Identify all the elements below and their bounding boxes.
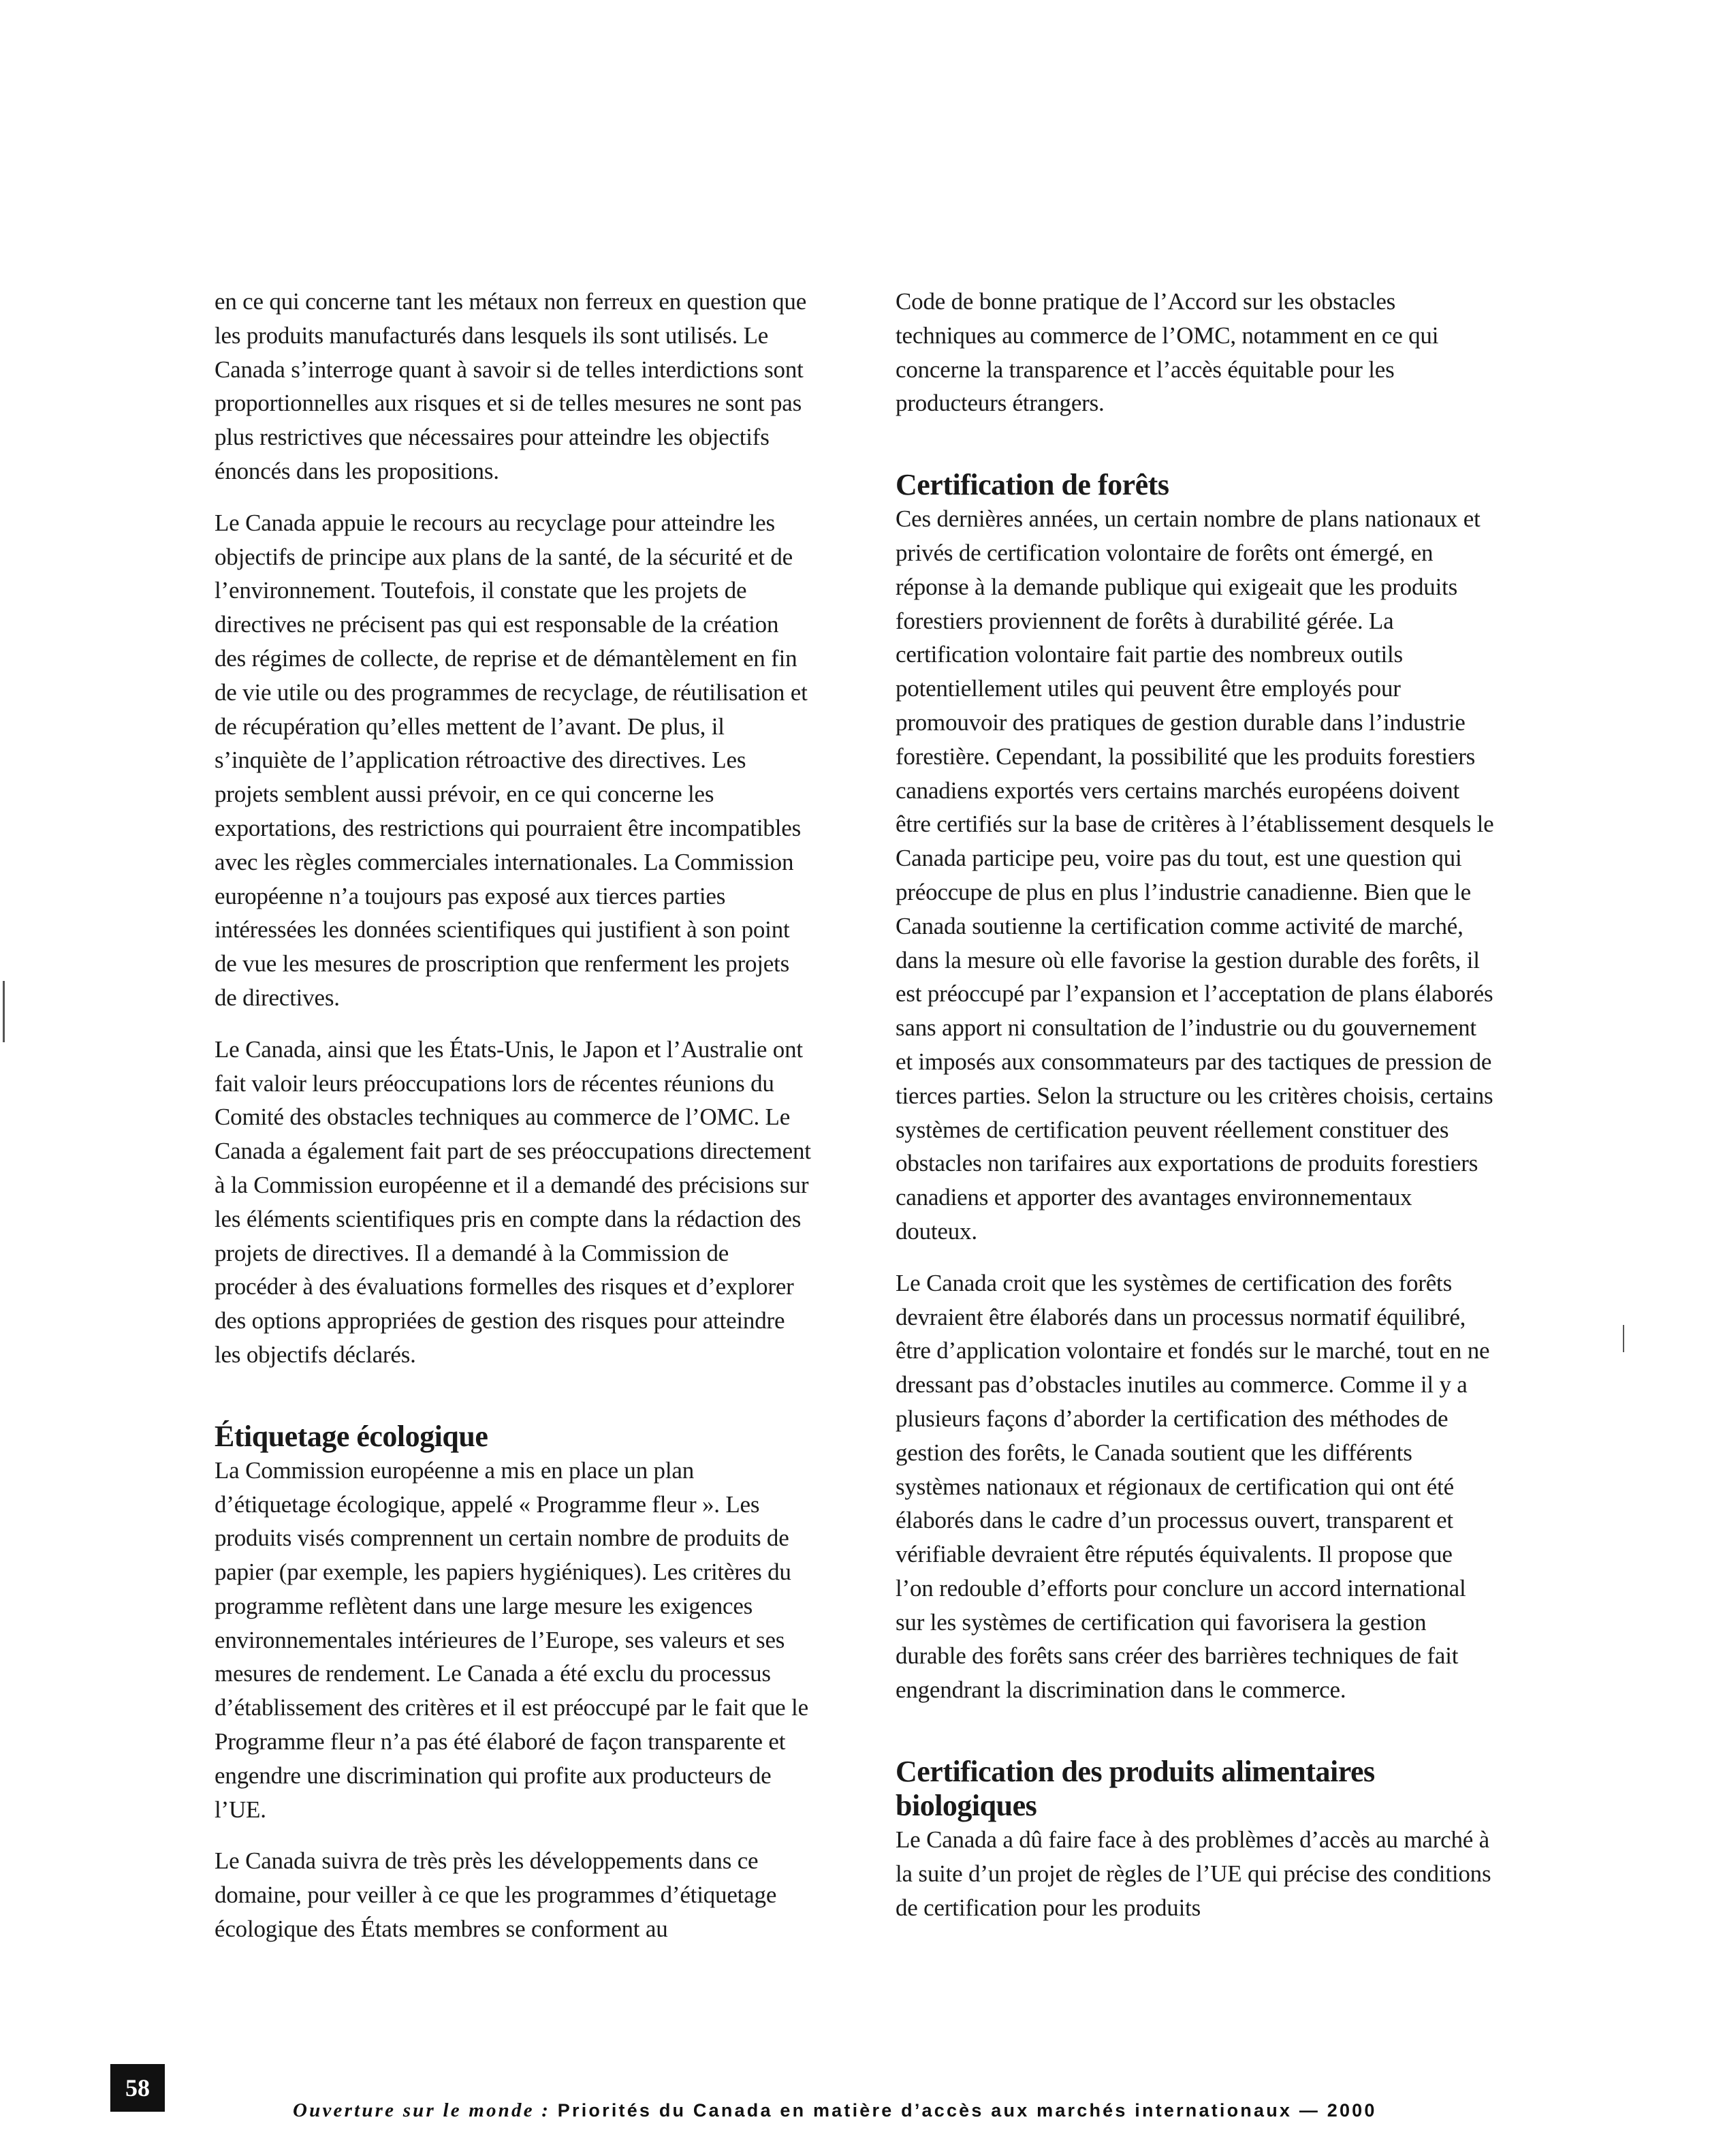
right-paragraph-2: Ces dernières années, un certain nombre de plans nationaux et privés de certification volontaire de forêts ont émergé, en réponse à la demande publique qui exigeait que les produits forestiers proviennent de forêts à durabilité gérée. La certification volontaire fait partie des nombreux outils potentiellement utiles qui peuvent être employés pour promouvoir des pratiques de gestion durable dans l’industrie forestière. Cependant, la possibilité que les produits forestiers canadiens exportés vers certains marchés européens doivent être certifiés sur la base de critères à l’établissement desquels le Canada participe peu, voire pas du tout, est une question qui préoccupe de plus en plus l’industrie canadienne. Bien que le Canada soutienne la certification comme activité de marché, dans la mesure où elle favorise la gestion durable des forêts, il est préoccupé par l’expansion et l’acceptation de plans élaborés sans apport ni consultation de l’industrie ou du gouvernement et imposés aux consommateurs par des tactiques de pression de tierces parties. Selon la structure ou les critères choisis, certains systèmes de certification peuvent réellement constituer des obstacles non tarifaires aux exportations de produits forestiers canadiens et apporter des avantages environnementaux douteux.: [896, 505, 1494, 1245]
scan-mark-left: [3, 981, 5, 1042]
running-footer: [293, 2099, 1587, 2122]
right-column: [896, 285, 1495, 1942]
scan-mark-right: [1623, 1325, 1624, 1352]
left-paragraph-3: Le Canada, ainsi que les États-Unis, le Japon et l’Australie ont fait valoir leurs préoccupations lors de récentes réunions du Comité des obstacles techniques au commerce de l’OMC. Le Canada a également fait part de ses préoccupations directement à la Commission européenne et il a demandé des précisions sur les éléments scientifiques pris en compte dans la rédaction des projets de directives. Il a demandé à la Commission de procéder à des évaluations formelles des risques et d’explorer des options appropriées de gestion des risques pour atteindre les objectifs déclarés.: [215, 1035, 811, 1368]
page-number: 58: [110, 2064, 165, 2112]
right-paragraph-3: Le Canada croit que les systèmes de certification des forêts devraient être élaborés dans un processus normatif équilibré, être d’application volontaire et fondés sur le marché, tout en ne dressant pas d’obstacles inutiles au commerce. Comme il y a plusieurs façons d’aborder la certification des méthodes de gestion des forêts, le Canada soutient que les différents systèmes nationaux et régionaux de certification qui ont été élaborés dans le cadre d’un processus ouvert, transparent et vérifiable devraient être réputés équivalents. Il propose que l’on redouble d’efforts pour conclure un accord international sur les systèmes de certification qui favorisera la gestion durable des forêts sans créer des barrières techniques de fait engendrant la discrimination dans le commerce.: [896, 1269, 1490, 1704]
left-paragraph-4: La Commission européenne a mis en place un plan d’étiquetage écologique, appelé « Programme fleur ». Les produits visés comprennent un certain nombre de produits de papier (par exemple, les papiers hygiéniques). Les critères du programme reflètent dans une large mesure les exigences environnementales intérieures de l’Europe, ses valeurs et ses mesures de rendement. Le Canada a été exclu du processus d’établissement des critères et il est préoccupé par le fait que le Programme fleur n’a pas été élaboré de façon transparente et engendre une discrimination qui profite aux producteurs de l’UE.: [215, 1456, 808, 1823]
left-column: [215, 285, 814, 1964]
left-paragraph-1: en ce qui concerne tant les métaux non ferreux en question que les produits manufacturés dans lesquels ils sont utilisés. Le Canada s’interroge quant à savoir si de telles interdictions sont proportionnelles aux risques et si de telles mesures ne sont pas plus restrictives que nécessaires pour atteindre les objectifs énoncés dans les propositions.: [215, 288, 807, 484]
right-paragraph-1: Code de bonne pratique de l’Accord sur les obstacles techniques au commerce de l’OMC, notamment en ce qui concerne la transparence et l’accès équitable pour les producteurs étrangers.: [896, 288, 1439, 417]
right-paragraph-4: Le Canada a dû faire face à des problèmes d’accès au marché à la suite d’un projet de règles de l’UE qui précise des conditions de certification pour les produits: [896, 1826, 1491, 1921]
section-heading-bio: Certification des produits alimentaires biologiques: [896, 1755, 1375, 1823]
left-paragraph-5: Le Canada suivra de très près les développements dans ce domaine, pour veiller à ce que les programmes d’étiquetage écologique des États membres se conforment au: [215, 1847, 777, 1943]
left-paragraph-2: Le Canada appuie le recours au recyclage pour atteindre les objectifs de principe aux plans de la santé, de la sécurité et de l’environnement. Toutefois, il constate que les projets de directives ne précisent pas qui est responsable de la création des régimes de collecte, de reprise et de démantèlement en fin de vie utile ou des programmes de recyclage, de réutilisation et de récupération qu’elles mettent de l’avant. De plus, il s’inquiète de l’application rétroactive des directives. Les projets semblent aussi prévoir, en ce qui concerne les exportations, des restrictions qui pourraient être incompatibles avec les règles commerciales internationales. La Commission européenne n’a toujours pas exposé aux tierces parties intéressées les données scientifiques qui justifient à son point de vue les mesures de proscription que renferment les projets de directives.: [215, 509, 808, 1011]
footer-title-italic: Ouverture sur le monde :: [293, 2099, 551, 2121]
section-heading-forets: Certification de forêts: [896, 468, 1169, 502]
section-heading-etiquetage: Étiquetage écologique: [215, 1419, 488, 1453]
footer-title-rest: Priorités du Canada en matière d’accès aux marchés internationaux — 2000: [550, 2100, 1377, 2121]
